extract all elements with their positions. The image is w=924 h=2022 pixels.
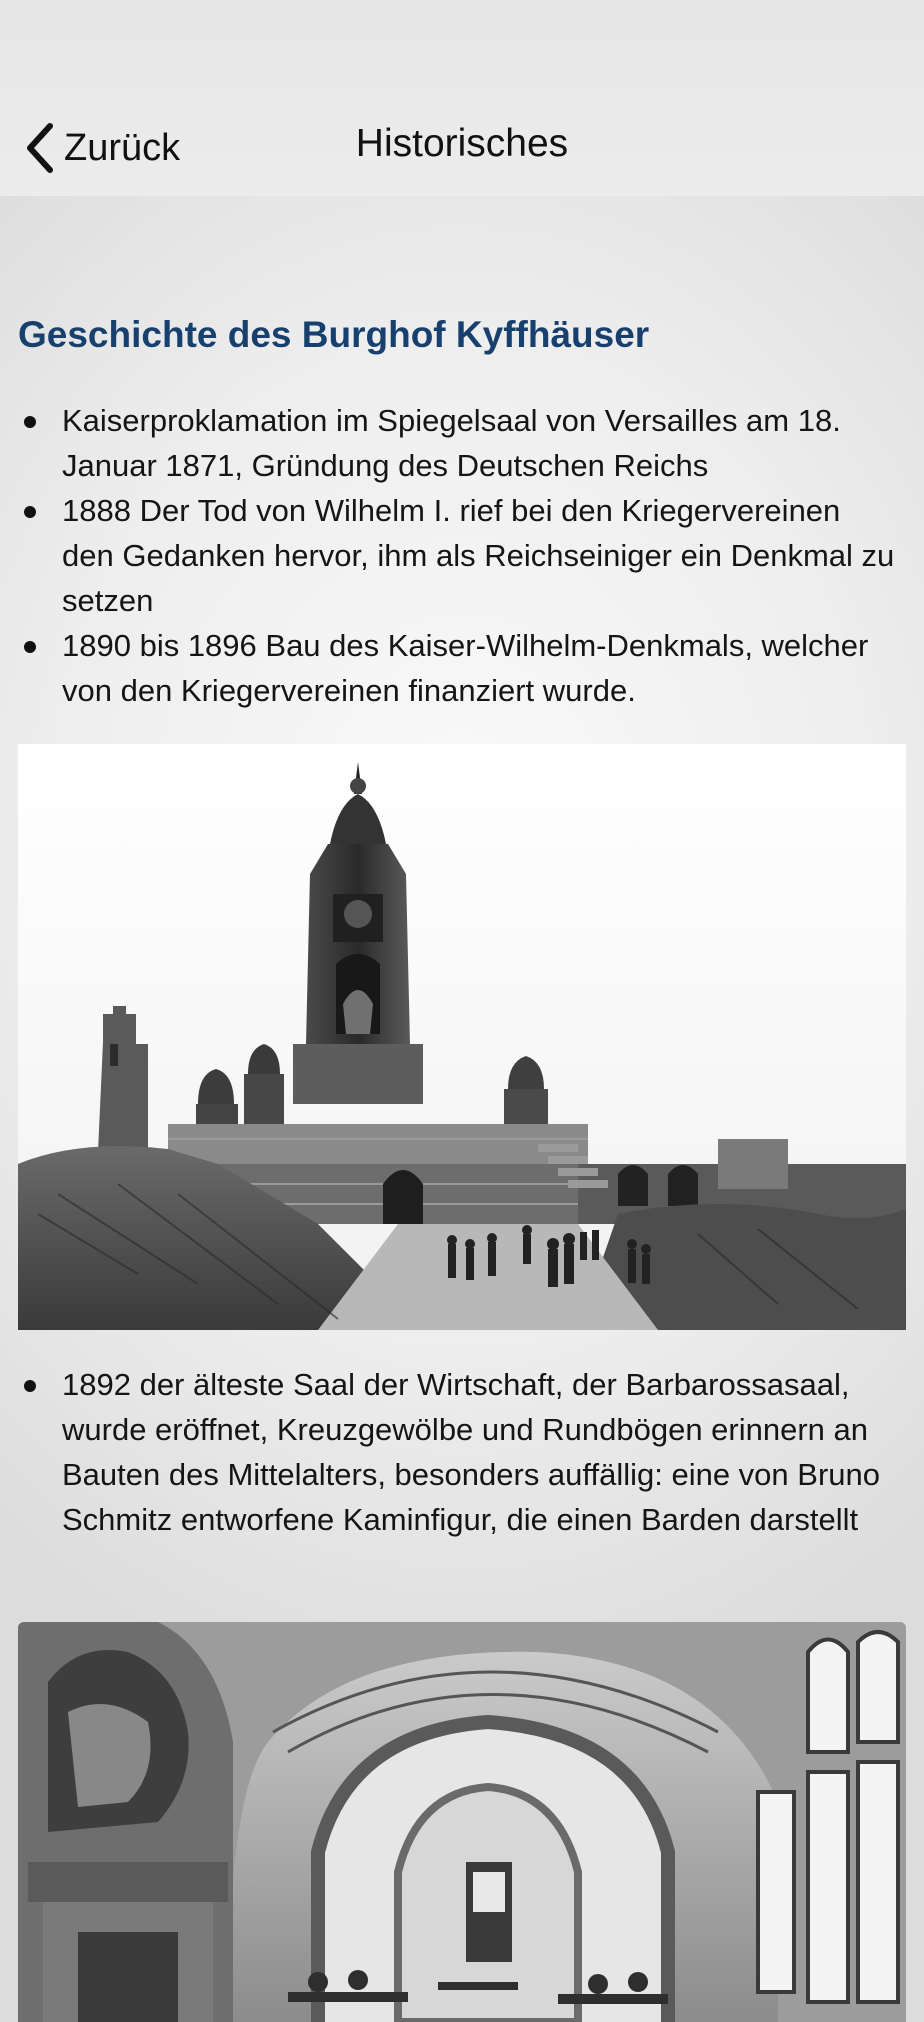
list-item [0, 398, 924, 488]
bullet-dot [24, 506, 36, 518]
barbarossa-hall-photo [18, 1622, 906, 2022]
history-list-bottom [0, 1362, 924, 1542]
list-item-text: 1888 Der Tod von Wilhelm I. rief bei den Kriegervereinen den Gedanken hervor, ihm als Reichseiniger ein Denkmal zu setzen [62, 493, 895, 618]
list-item-text: 1892 der älteste Saal der Wirtschaft, der Barbarossasaal, wurde eröffnet, Kreuzgewölbe und Rundbögen erinnern an Bauten des Mittelalters, besonders auffällig: eine von Bruno Schmitz entworfene Kaminfigur, die einen Barden darstellt [62, 1367, 880, 1537]
list-item [0, 1362, 924, 1542]
list-item [0, 623, 924, 713]
bullet-dot [24, 416, 36, 428]
article-heading: Geschichte des Burghof Kyffhäuser [18, 314, 650, 355]
bullet-dot [24, 641, 36, 653]
history-list-top [0, 398, 924, 713]
bullet-dot [24, 1380, 36, 1392]
navigation-bar [0, 0, 924, 196]
back-button-label: Zurück [64, 126, 181, 169]
monument-illustration [18, 744, 906, 1330]
list-item [0, 488, 924, 623]
list-item-text: Kaiserproklamation im Spiegelsaal von Versailles am 18. Januar 1871, Gründung des Deutschen Reichs [62, 403, 841, 483]
page-title: Historisches [355, 122, 569, 165]
list-item-text: 1890 bis 1896 Bau des Kaiser-Wilhelm-Denkmals, welcher von den Kriegervereinen finanziert wurde. [62, 628, 869, 708]
